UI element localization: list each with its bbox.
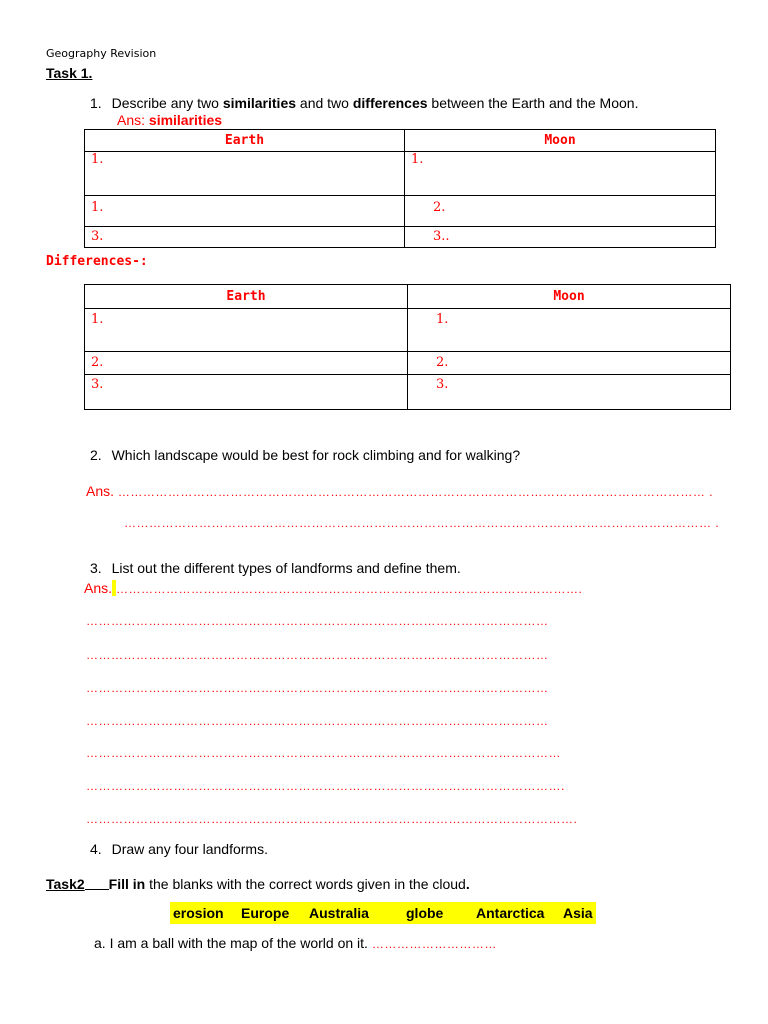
differences-header-moon: Moon: [408, 285, 731, 309]
ans-label: Ans:: [117, 112, 149, 128]
ans-similarities-word: similarities: [148, 112, 223, 128]
answer-dotted-line[interactable]: …………………………………………………………………………………………………: [86, 614, 549, 628]
differences-header-earth: Earth: [85, 285, 408, 309]
task2-question-a-text: a. I am a ball with the map of the world on it.: [94, 935, 368, 951]
similarities-cell[interactable]: 1.: [405, 152, 716, 196]
task2-instruction: [46, 876, 470, 892]
answer-dotted-line[interactable]: ……………………………………………………………………………………………………: [86, 746, 561, 760]
cloud-word: Asia: [563, 905, 593, 921]
question-4: [90, 841, 268, 857]
cloud-word: globe: [406, 905, 444, 921]
word-cloud: [170, 902, 596, 924]
cloud-word: Australia: [309, 905, 369, 921]
task2-question-a: [94, 935, 497, 951]
question-2-text: Which landscape would be best for rock climbing and for walking?: [111, 447, 521, 463]
cloud-word: Europe: [241, 905, 290, 921]
question-2-answer[interactable]: [86, 483, 713, 499]
differences-cell[interactable]: 3.: [408, 375, 731, 410]
question-3-answer[interactable]: [84, 580, 582, 596]
question-3-ans-label: Ans.: [84, 580, 113, 596]
answer-dotted-line[interactable]: …………………………………………………………………………………………………: [86, 648, 549, 662]
answer-dotted-line[interactable]: …………………………………………………………………………………………………….: [86, 779, 565, 793]
question-1-number: 1.: [90, 95, 102, 111]
question-1: [90, 95, 638, 111]
task2-period: .: [465, 876, 470, 892]
document-header: Geography Revision: [46, 47, 157, 60]
similarities-table: [84, 129, 716, 248]
differences-cell[interactable]: 2.: [408, 352, 731, 375]
differences-cell[interactable]: 2.: [85, 352, 408, 375]
answer-dotted-line[interactable]: …………………………………………………………………………………………………………………………… .: [117, 485, 714, 499]
question-3-text: List out the different types of landforms and define them.: [111, 560, 461, 576]
answer-dotted-line[interactable]: …………………………: [371, 937, 497, 951]
answer-dotted-line[interactable]: …………………………………………………………………………………………………: [86, 681, 549, 695]
similarities-header-moon: Moon: [405, 130, 716, 152]
question-2: [90, 447, 520, 463]
question-4-number: 4.: [90, 841, 102, 857]
answer-dotted-line[interactable]: ……………………………………………………………………………………………………….: [86, 812, 578, 826]
differences-table: [84, 284, 731, 410]
cloud-word: Antarctica: [476, 905, 545, 921]
question-1-text-b: and two: [296, 95, 353, 111]
answer-dotted-line[interactable]: ………………………………………………………………………………………………….: [116, 582, 583, 596]
differences-cell[interactable]: 1.: [408, 309, 731, 352]
question-1-text-c: between the Earth and the Moon.: [427, 95, 639, 111]
task2-heading: Task2: [46, 876, 85, 892]
similarities-header-earth: Earth: [85, 130, 405, 152]
task1-heading: Task 1.: [46, 65, 93, 81]
differences-label: Differences-:: [46, 254, 148, 269]
question-4-text: Draw any four landforms.: [111, 841, 268, 857]
question-2-ans-label: Ans.: [86, 483, 115, 499]
similarities-cell[interactable]: 1.: [85, 152, 405, 196]
differences-cell[interactable]: 3.: [85, 375, 408, 410]
similarities-cell[interactable]: 3.: [85, 227, 405, 248]
differences-cell[interactable]: 1.: [85, 309, 408, 352]
similarities-cell[interactable]: 1.: [85, 196, 405, 227]
answer-dotted-line[interactable]: …………………………………………………………………………………………………: [86, 714, 549, 728]
similarities-cell[interactable]: 3..: [405, 227, 716, 248]
cloud-word: erosion: [173, 905, 224, 921]
question-1-answer-label: [117, 112, 222, 128]
question-3-number: 3.: [90, 560, 102, 576]
question-3: [90, 560, 461, 576]
question-2-number: 2.: [90, 447, 102, 463]
question-1-bold-similarities: similarities: [222, 95, 297, 111]
task2-underline-gap: [85, 877, 109, 890]
question-1-bold-differences: differences: [352, 95, 428, 111]
task2-fill-in-bold: Fill in: [108, 876, 146, 892]
question-1-text-a: Describe any two: [111, 95, 223, 111]
answer-dotted-line[interactable]: …………………………………………………………………………………………………………………………… .: [124, 516, 720, 530]
task2-instruction-text: the blanks with the correct words given in the cloud: [145, 876, 466, 892]
similarities-cell[interactable]: 2.: [405, 196, 716, 227]
